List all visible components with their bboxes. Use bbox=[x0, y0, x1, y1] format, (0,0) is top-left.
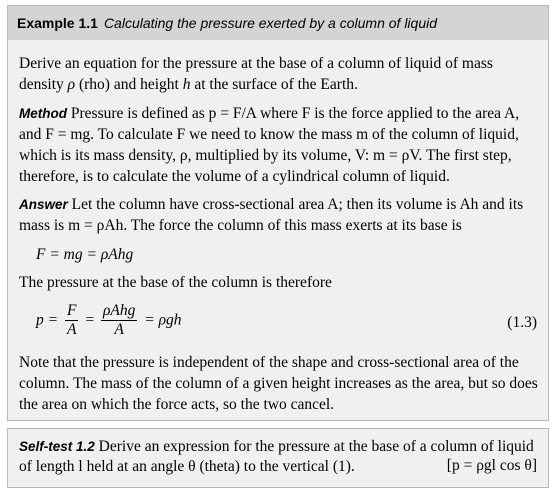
selftest-box bbox=[7, 428, 549, 488]
method-label: Method bbox=[19, 106, 67, 121]
example-intro bbox=[19, 53, 541, 95]
note-line-3: the area on which the force acts, so the two cancel. bbox=[19, 396, 335, 413]
selftest-label: Self-test 1.2 bbox=[19, 439, 95, 454]
selftest-line-1: Derive an expression for the pressure at the base of a column of liquid bbox=[98, 438, 534, 455]
example-number: Example 1.1 bbox=[17, 15, 98, 31]
eq-lhs: p = bbox=[36, 311, 59, 329]
method-line-2: and F = mg. To calculate F we need to know the mass m of the column of liquid, bbox=[19, 126, 519, 143]
force-equation: F = mg = ρAhg bbox=[36, 246, 134, 263]
method-line-3: which is its mass density, ρ, multiplied by its volume, V: m = ρV. The first step, bbox=[19, 147, 512, 164]
pressure-intro: The pressure at the base of the column is therefore bbox=[19, 274, 332, 291]
method-line-4: therefore, is to calculate the volume of a cylindrical column of liquid. bbox=[19, 168, 450, 185]
note-line-1: Note that the pressure is independent of the shape and cross-sectional area of the bbox=[19, 354, 519, 371]
note-line-2: column. The mass of the column of a given height increases as the area, but so does bbox=[19, 375, 538, 392]
intro-line-2: density ρ (rho) and height h at the surface of the Earth. bbox=[19, 76, 358, 93]
answer-line-2: mass is m = ρAh. The force the column of this mass exerts at its base is bbox=[19, 217, 462, 234]
selftest-answer: [p = ρgl cos θ] bbox=[446, 457, 537, 474]
eq-rhs: = ρgh bbox=[144, 311, 182, 329]
pressure-equation: p = $\frac{F}{A}$ = $\frac{\text{ρAhg}}{A}$ = ρgh bbox=[36, 302, 182, 338]
fraction-f-over-a: $\frac{F}{A}$ bbox=[66, 302, 77, 338]
answer-line-1: Let the column have cross-sectional area A; then its volume is Ah and its bbox=[71, 196, 524, 213]
equation-number: (1.3) bbox=[507, 314, 537, 331]
answer-label: Answer bbox=[19, 197, 68, 212]
intro-line-1: Derive an equation for the pressure at the base of a column of liquid of mass bbox=[19, 55, 493, 72]
fraction-rhoahg-over-a: $\frac{\text{ρAhg}}{A}$ bbox=[102, 302, 136, 338]
answer-paragraph bbox=[19, 194, 541, 236]
example-header bbox=[8, 6, 548, 40]
method-paragraph bbox=[19, 103, 541, 187]
example-title: Calculating the pressure exerted by a column of liquid bbox=[103, 15, 438, 31]
method-line-1: Pressure is defined as p = F/A where F is the force applied to the area A, bbox=[70, 105, 520, 122]
example-box bbox=[7, 5, 549, 421]
selftest-line-2: of length l held at an angle θ (theta) to the vertical (1). bbox=[19, 458, 355, 475]
note-paragraph bbox=[19, 352, 541, 415]
